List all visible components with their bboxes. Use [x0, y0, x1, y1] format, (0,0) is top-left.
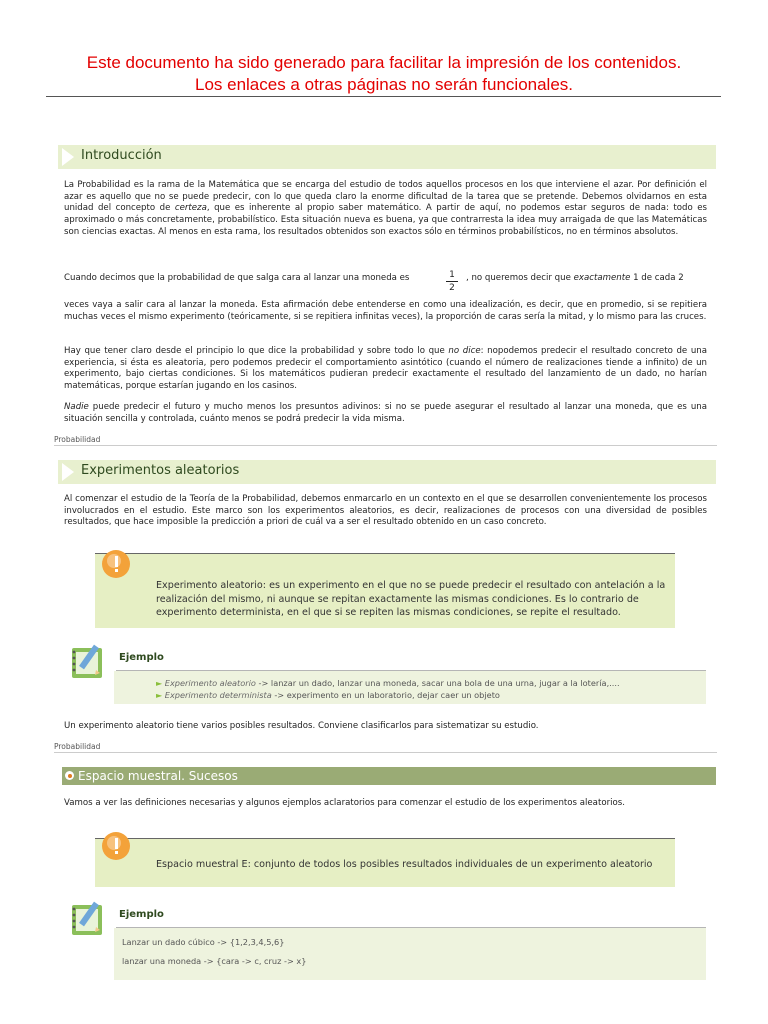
- ejemplo-item: lanzar una moneda -> {cara -> c, cruz -> x}: [122, 956, 307, 966]
- arrow-icon: [62, 148, 74, 166]
- definition-box-espacio: [95, 838, 675, 887]
- ejemplo-item: ► Experimento aleatorio -> lanzar un dado, lanzar una moneda, sacar una bola de una urna, jugar a la lotería,....: [156, 678, 620, 688]
- notebook-pencil-icon: [66, 642, 112, 682]
- ejemplo-block-experimentos: [66, 642, 706, 704]
- intro-paragraph-2-start: Cuando decimos que la probabilidad de que salga cara al lanzar una moneda es: [64, 273, 410, 283]
- lightbulb-icon: [100, 548, 132, 580]
- experimentos-paragraph-2: Un experimento aleatorio tiene varios posibles resultados. Conviene clasificarlos para sistematizar su estudio.: [64, 721, 539, 731]
- definition-text: Experimento aleatorio: es un experimento en el que no se puede predecir el resultado con antelación a la realización del mismo, ni aunque se repitan exactamente las mismas condiciones. Es lo contrario de experimento determinista, en el que si se repiten las mismas condiciones, se repite el resultado.: [156, 580, 666, 618]
- ejemplo-title: Ejemplo: [119, 652, 164, 663]
- section-header-introduccion: [58, 145, 716, 169]
- intro-paragraph-4: Hay que tener claro desde el principio lo que dice la probabilidad y sobre todo lo que no dice: nopodemos predecir el resultado concreto de una experiencia, si ésta es aleatoria, pero podemos predecir el comportamiento asintótico (cuando el número de realizaciones tiende a infinito) de un experimento, bajo ciertas condiciones. Si los matemáticos pudieran predecir exactamente el resultado del lanzamiento de un dado, no harían matemáticas, porque estarían jugando en los casinos.: [64, 346, 708, 392]
- intro-paragraph-5: Nadie puede predecir el futuro y mucho menos los presuntos adivinos: si no se puede asegurar el resultado al lanzar una moneda, que es una situación sencilla y controlada, cuánto menos se podrá predecir la vida misma.: [64, 402, 707, 424]
- espacio-paragraph-1: Vamos a ver las definiciones necesarias y algunos ejemplos aclaratorios para comenzar el estudio de los experimentos aleatorios.: [64, 798, 625, 808]
- source-label: Probabilidad: [54, 742, 101, 751]
- notebook-pencil-icon: [66, 899, 112, 939]
- experimentos-paragraph-1: Al comenzar el estudio de la Teoría de la Probabilidad, debemos enmarcarlo en un contexto en el que se desarrollen convenientemente los procesos involucrados en el estudio. Este marco son los experimentos aleatorios, es decir, realizaciones de procesos con una diversidad de posibles resultados, que hace imposible la predicción a priori de cuál va a ser el resultado obtenido en un caso concreto.: [64, 494, 707, 528]
- source-divider: [54, 445, 717, 446]
- definition-box-experimento: [95, 553, 675, 628]
- section-title: Experimentos aleatorios: [81, 463, 240, 478]
- print-notice: [0, 52, 768, 96]
- source-label: Probabilidad: [54, 435, 101, 444]
- ejemplo-item: ► Experimento determinista -> experimento en un laboratorio, dejar caer un objeto: [156, 690, 500, 700]
- fraction-one-half: 1 2: [446, 270, 458, 293]
- section-header-experimentos: [58, 460, 716, 484]
- section-title: Introducción: [81, 148, 162, 163]
- ejemplo-title: Ejemplo: [119, 909, 164, 920]
- notice-divider: [46, 96, 721, 97]
- ejemplo-item: Lanzar un dado cúbico -> {1,2,3,4,5,6}: [122, 937, 285, 947]
- definition-text: Espacio muestral E: conjunto de todos los posibles resultados individuales de un experimento aleatorio: [156, 859, 653, 870]
- intro-paragraph-2-end: , no queremos decir que exactamente 1 de cada 2: [466, 273, 684, 283]
- notice-line-2: Los enlaces a otras páginas no serán funcionales.: [194, 75, 574, 94]
- arrow-icon: [62, 463, 74, 481]
- section-title: Espacio muestral. Sucesos: [78, 769, 238, 783]
- intro-paragraph-1: La Probabilidad es la rama de la Matemática que se encarga del estudio de todos aquellos procesos en los que interviene el azar. Por definición el azar es aquello que no se puede predecir, con lo que queda claro la enorme dificultad de la tarea que se pretende. Debemos olvidarnos en esta unidad del concepto de certeza, que es inherente al propio saber matemático. A partir de aquí, no podemos estar seguros de nada: todo es aproximado o más concretamente, probabilístico. Esta situación nueva es buena, ya que contrarresta la idea muy arraigada de que las Matemáticas son ciencias exactas. Al menos en esta rama, los resultados obtenidos son exactos sólo en términos probabilísticos, no en términos absolutos.: [64, 180, 708, 237]
- notice-line-1: Este documento ha sido generado para facilitar la impresión de los contenidos.: [86, 53, 682, 72]
- lightbulb-icon: [100, 830, 132, 862]
- section-header-espacio-muestral: [62, 767, 716, 785]
- ejemplo-block-espacio: [66, 899, 706, 981]
- source-divider: [54, 752, 717, 753]
- bullet-icon: [65, 771, 74, 780]
- intro-paragraph-3: veces vaya a salir cara al lanzar la moneda. Esta afirmación debe entenderse en como una idealización, es decir, que en promedio, si se repitiera muchas veces el mismo experimento (teóricamente, si se repitiera infinitas veces), la proporción de caras sería la mitad, y lo mismo para las cruces.: [64, 300, 707, 322]
- ejemplo-body: [114, 928, 706, 980]
